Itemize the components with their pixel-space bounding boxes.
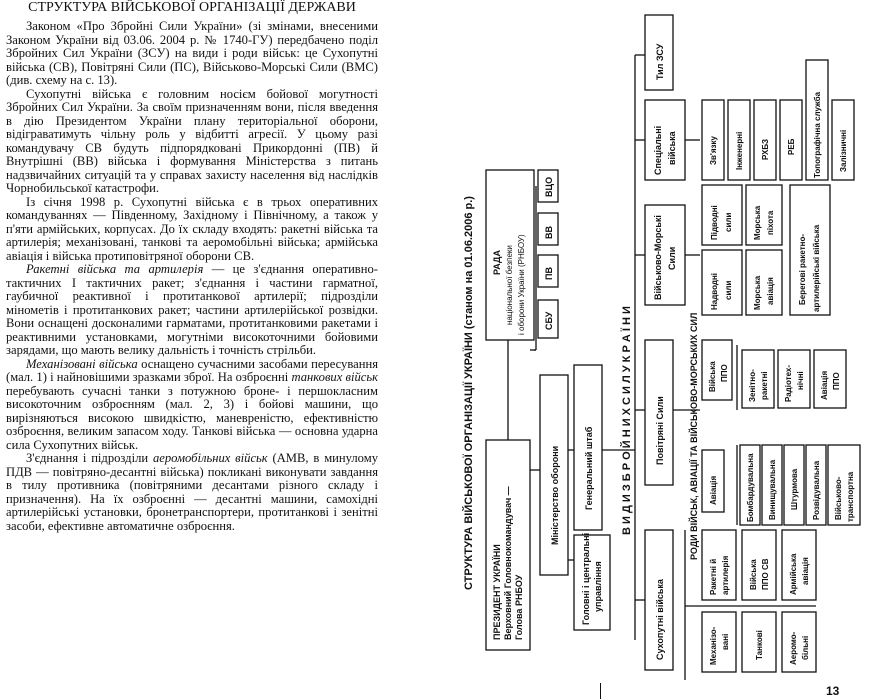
branch-navy-label-2: Сили bbox=[667, 246, 677, 270]
ps-ppo-av-box bbox=[814, 350, 846, 408]
rnbo-label-2: національної безпеки bbox=[505, 245, 514, 325]
ps-radio-box bbox=[778, 350, 810, 408]
spec-rhbz-label: РХБЗ bbox=[761, 138, 770, 160]
rnbo-label-3: і оборони України (РНБОУ) bbox=[517, 234, 526, 335]
general-staff-label: Генеральний штаб bbox=[584, 426, 594, 510]
ps-zrv-box bbox=[742, 350, 774, 408]
sv-ppo-label-1: Війська bbox=[749, 559, 758, 590]
branch-air-force-label: Повітряні Сили bbox=[655, 396, 665, 465]
ps-transport-label-1: Військово- bbox=[834, 476, 843, 520]
term-airmobile: аеромобільних військ bbox=[152, 451, 268, 465]
sv-mech-box bbox=[702, 612, 736, 672]
branch-special-box bbox=[645, 100, 685, 180]
ps-attack-label: Штурмова bbox=[790, 468, 799, 510]
vms-surface-box bbox=[702, 250, 742, 315]
ps-bomber-label: Бомбардувальна bbox=[746, 453, 755, 522]
ps-transport-label-2: транспортна bbox=[846, 471, 855, 522]
sv-tank-label: Танкові bbox=[755, 630, 764, 660]
ps-ppo-label-1: Війська bbox=[708, 361, 717, 392]
branch-navy-box bbox=[645, 205, 685, 305]
president-label-2: Верховний Головнокомандувач — bbox=[503, 486, 513, 640]
spec-engineer-label: Інженерні bbox=[735, 131, 744, 170]
spec-reb-label: РЕБ bbox=[787, 138, 796, 155]
page-number: 13 bbox=[826, 684, 840, 698]
branch-special-label-2: війська bbox=[667, 131, 677, 165]
sv-army-av-label-1: Армійська bbox=[789, 553, 798, 595]
vco-label: ВЦО bbox=[544, 176, 554, 197]
branch-ground-forces-label: Сухопутні війська bbox=[655, 579, 665, 660]
ps-ppo-label-2: ППО bbox=[720, 364, 729, 382]
text-rocket-artillery: — це з'єднання оперативно-тактичних І тактичних ракет; з'єднання і частини гарматної, гаубичної реактивної і протитанкової артилерії; підрозділи мінометів і протитанкових ракет; частини артилерійської розвідки. Вони оснащені досконалими гарматами, протитанковими ракетами і реактивними установками, могутніми високоточними бойовими зарядами, що мають велику дальність і точність стрільби. bbox=[6, 262, 378, 357]
vms-surface-label-1: Надводні bbox=[710, 272, 719, 310]
text-airmobile-a: З'єднання і підрозділи bbox=[26, 451, 153, 465]
vms-sub-label-1: Підводні bbox=[710, 205, 719, 240]
page-title: СТРУКТУРА ВІЙСЬКОВОЇ ОРГАНІЗАЦІЇ ДЕРЖАВИ bbox=[28, 0, 356, 15]
sv-rocket-label-1: Ракетні й bbox=[709, 558, 718, 595]
vms-sub-label-2: сили bbox=[724, 212, 733, 232]
central-label-2: управління bbox=[593, 561, 603, 612]
term-tank: танкових військ bbox=[291, 370, 378, 384]
sv-ppo-box bbox=[742, 530, 776, 600]
ps-transport-box bbox=[828, 445, 860, 525]
vms-surface-label-2: сили bbox=[724, 280, 733, 300]
spec-signal-label: Зв'язку bbox=[709, 136, 718, 165]
vms-marines-label-1: Морська bbox=[753, 205, 762, 240]
ps-zrv-label-2: ракетні bbox=[760, 371, 769, 400]
vv-label: ВВ bbox=[544, 226, 554, 239]
paragraph-commands: Із січня 1998 р. Сухопутні війська є в трьох оперативних командуваннях — Південному, Західному і Північному, а також у п'яти армійських, корпусах. До їх складу входять: ракетні війська та артилерія; механізовані, танкові та аеромобільні війська; армійська авіація і війська протиповітряної оборони СВ. bbox=[6, 194, 378, 263]
vms-naval-av-label-2: авіація bbox=[766, 277, 775, 305]
branch-rear-label: Тил ЗСУ bbox=[655, 43, 665, 80]
sv-aero-box bbox=[782, 612, 816, 672]
vms-sub-box bbox=[702, 185, 742, 245]
sv-rocket-label-2: артилерія bbox=[721, 555, 730, 595]
ps-fighter-label: Винищувальна bbox=[768, 459, 777, 520]
term-rocket-artillery: Ракетні війська та артилерія bbox=[26, 262, 204, 276]
branches-header: В И Д И З Б Р О Й Н И Х С И Л У К Р А Ї Н И bbox=[621, 306, 633, 535]
text-tank: перебувають сучасні танки з потужною броне- і першокласним високоточним озброєнням (мал. 2, 3) і бойові машини, що вирізняються високою швидкістю, маневреністю, ефективністю озброєння, великим запасом ходу. Танкові війська — основна ударна сила Сухопутних військ. bbox=[6, 383, 378, 452]
pv-label: ПВ bbox=[544, 267, 554, 280]
sv-army-av-label-2: авіація bbox=[801, 557, 810, 585]
rnbo-label-1: РАДА bbox=[492, 250, 502, 275]
central-directorates-box bbox=[574, 532, 610, 630]
branch-special-label-1: Спеціальні bbox=[653, 125, 663, 175]
ps-radio-label-1: Радіотех- bbox=[784, 364, 793, 402]
ps-zrv-label-1: Зенітно- bbox=[748, 369, 757, 402]
sv-aero-label-2: більні bbox=[801, 635, 810, 660]
vms-coastal-label-2: артилерійські війська bbox=[812, 224, 821, 312]
sv-mech-label-2: вані bbox=[721, 633, 730, 650]
vms-naval-av-label-1: Морська bbox=[753, 275, 762, 310]
vms-naval-av-box bbox=[746, 250, 782, 315]
paragraph-law: Законом «Про Збройні Сили України» (зі змінами, внесеними Законом України від 03.06. 2004 р. № 1740-ГУ) передбачено поділ Збройних Сил України (ЗСУ) на види і роди військ: це Сухопутні війська (СВ), Повітряні Сили (ПС), Військово-Морські Сили (ВМС) (див. схему на с. 13). bbox=[6, 19, 378, 87]
sbu-label: СБУ bbox=[544, 311, 554, 330]
sv-ppo-label-2: ППО СВ bbox=[761, 558, 770, 590]
president-label-3: Голова РНБОУ bbox=[514, 574, 524, 640]
branch-navy-label-1: Військово-Морські bbox=[653, 215, 663, 300]
ps-recon-label: Розвідувальна bbox=[812, 460, 821, 520]
ps-ppo-av-label-2: ППО bbox=[832, 372, 841, 390]
sv-rocket-box bbox=[702, 530, 736, 600]
vms-marines-box bbox=[746, 185, 782, 245]
president-label-1: ПРЕЗИДЕНТ УКРАЇНИ bbox=[492, 544, 502, 640]
arms-header: РОДИ ВІЙСЬК, АВІАЦІЇ ТА ВІЙСЬКОВО-МОРСЬКИХ СИЛ bbox=[689, 312, 699, 560]
sv-aero-label-1: Аеромо- bbox=[789, 631, 798, 665]
text-airmobile: (АМВ, в минулому ПДВ — повітряно-десантні війська) покликані виконувати завдання в тилу противника (повітряними десантами різного складу і призначення). На їх озброєнні — десантні машини, самохідні артилерійські установки, бронетранспортери, протитанкові і зенітні засоби, ефективне автоматичне озброєння. bbox=[6, 451, 378, 533]
central-label-1: Головні і центральні bbox=[581, 532, 591, 625]
chart-title: СТРУКТУРА ВІЙСЬКОВОЇ ОРГАНІЗАЦІЇ УКРАЇНИ (станом на 01.06.2006 р.) bbox=[463, 196, 475, 590]
text-mechanized: оснащено сучасними засобами пересування (мал. 1) і найновішими зразками зброї. На озброєнні bbox=[6, 356, 378, 384]
ministry-label: Міністерство оборони bbox=[550, 445, 560, 545]
paragraph-ground-forces: Сухопутні війська є головним носієм бойової могутності Збройних Сил України. За своїм призначенням вони, після введення в дію Президентом України плану територіальної оборони, відіграватимуть чільну роль у відбитті агресії. У цьому разі командувачу СВ будуть підпорядковані Прикордонні (ПВ) й Внутрішні (ВВ) війська і формування Міністерства з питань надзвичайних ситуацій та у справах захисту населення від наслідків Чорнобильської катастрофи. bbox=[6, 86, 378, 195]
vms-marines-label-2: піхота bbox=[766, 210, 775, 235]
ps-aviation-label: Авіація bbox=[709, 475, 718, 505]
vms-coastal-box bbox=[790, 185, 830, 315]
spec-rail-label: Залізничні bbox=[839, 129, 848, 172]
term-mechanized: Механізовані війська bbox=[26, 356, 138, 371]
spec-topo-label: Топографічна служба bbox=[813, 91, 822, 178]
sv-army-av-box bbox=[782, 530, 816, 600]
ps-radio-label-2: нічні bbox=[796, 371, 805, 390]
sv-mech-label-1: Механізо- bbox=[709, 626, 718, 665]
ps-ppo-av-label-1: Авіація bbox=[820, 370, 829, 400]
vms-coastal-label-1: Берегові ракетно- bbox=[798, 234, 807, 305]
